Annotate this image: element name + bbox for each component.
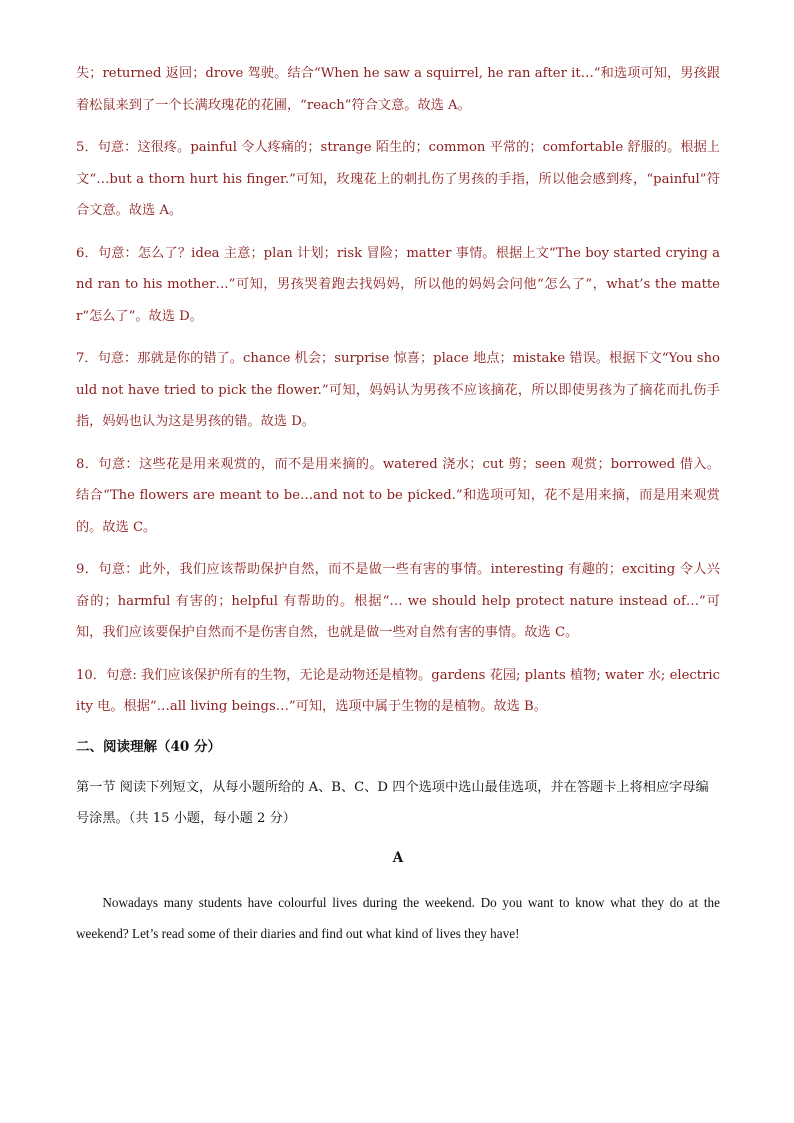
document-page [76,58,720,950]
passage-label: A [392,849,404,866]
answer-explanation-7: 7．句意：那就是你的错了。chance 机会；surprise 惊喜；place 地点；mistake 错误。根据下文“You should not have tried to pick the flower.”可知，妈妈认为男孩不应该摘花，所以即使男孩为了摘花而扎伤手指，妈妈也认为这是男孩的错。故选 D。 [76,351,720,429]
passage-text: Nowadays many students have colourful lives during the weekend. Do you want to know what they do at the weekend? Let’s read some of their diaries and find out what kind of lives they have! [76,894,720,941]
section-instructions: 第一节 阅读下列短文，从每小题所给的 A、B、C、D 四个选项中选山最佳选项，并在答题卡上将相应字母编号涂黑。（共 15 小题，每小题 2 分） [76,779,709,826]
answer-explanation-8: 8．句意：这些花是用来观赏的，而不是用来摘的。watered 浇水；cut 剪；seen 观赏；borrowed 借入。结合“The flowers are meant to be…and not to be picked.”和选项可知，花不是用来摘，而是用来观赏的。故选 C。 [76,456,720,535]
section-heading: 二、阅读理解（40 分） [76,738,221,755]
answer-explanation-6: 6．句意：怎么了？idea 主意；plan 计划；risk 冒险；matter 事情。根据上文“The boy started crying and ran to his mother…”可知，男孩哭着跑去找妈妈，所以他的妈妈会问他“怎么了”，what’s the matter“怎么了”。故选 D。 [76,245,720,324]
answer-explanation-10: 10．句意: 我们应该保护所有的生物，无论是动物还是植物。gardens 花园; plants 植物; water 水; electricity 电。根据“…all living beings…”可知，选项中属于生物的是植物。故选 B。 [76,667,720,714]
answer-explanation-4-continued: 失；returned 返回；drove 驾驶。结合“When he saw a squirrel, he ran after it…”和选项可知，男孩跟着松鼠来到了一个长满玫瑰花的花圃，“reach”符合文意。故选 A。 [76,66,720,113]
answer-explanation-9: 9．句意：此外，我们应该帮助保护自然，而不是做一些有害的事情。interesting 有趣的；exciting 令人兴奋的；harmful 有害的；helpful 有帮助的。根据“… we should help protect nature instead of…”可知，我们应该要保护自然而不是伤害自然，也就是做一些对自然有害的事情。故选 C。 [76,562,720,640]
answer-explanation-5: 5．句意：这很疼。painful 令人疼痛的；strange 陌生的；common 平常的；comfortable 舒服的。根据上文“…but a thorn hurt his finger.”可知，玫瑰花上的刺扎伤了男孩的手指，所以他会感到疼，“painful”符合文意。故选 A。 [76,140,720,218]
